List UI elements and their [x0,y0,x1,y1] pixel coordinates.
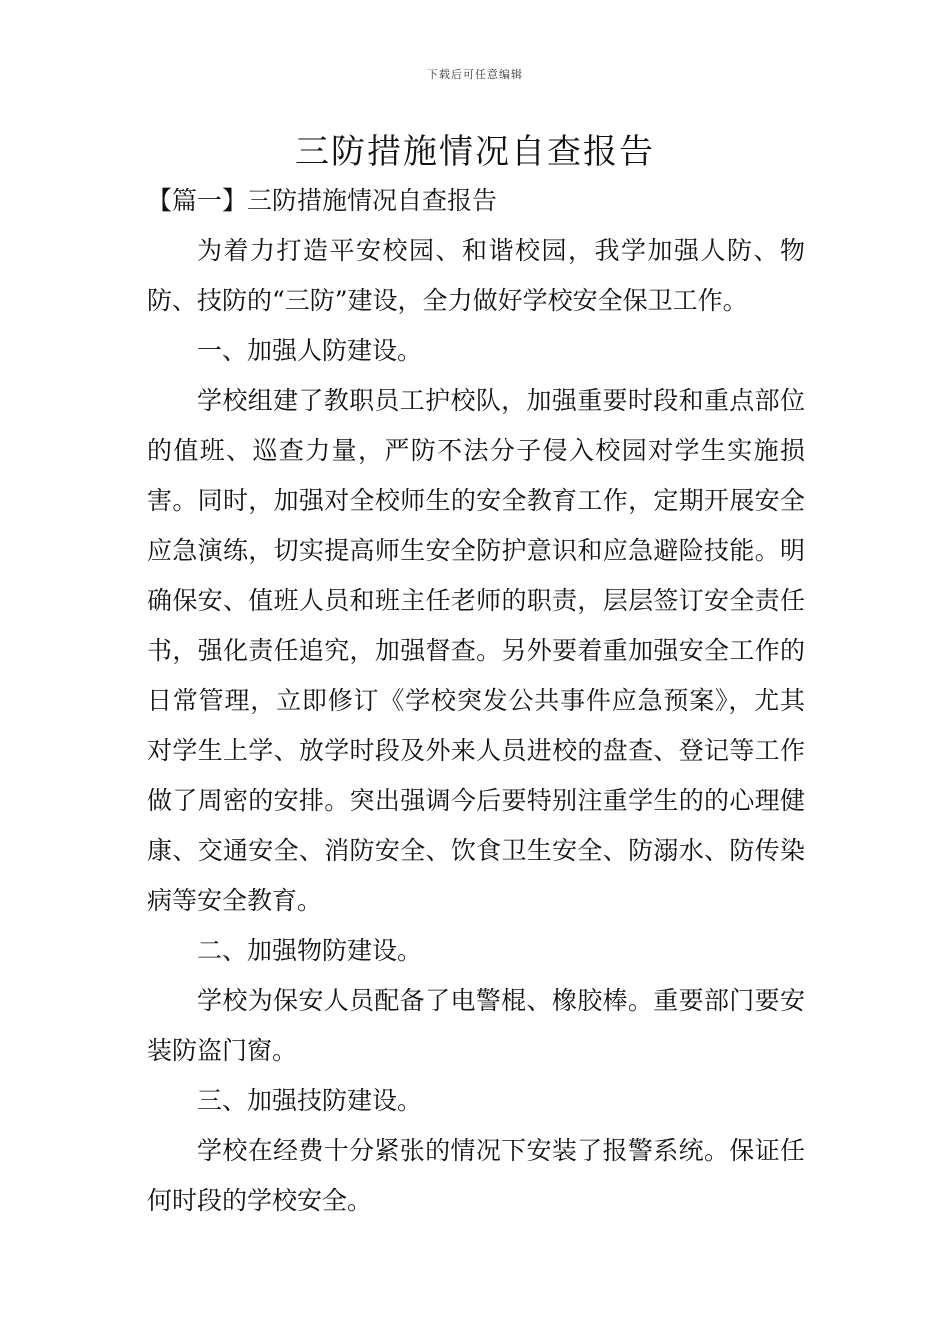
document-title: 三防措施情况自查报告 [295,132,655,172]
section-label: 【篇一】三防措施情况自查报告 [147,186,498,215]
intro-paragraph: 为着力打造平安校园、和谐校园，我学加强人防、物防、技防的“三防”建设，全力做好学校安全保卫工作。 [147,236,805,315]
document-body [147,176,805,1226]
heading-physical-defense: 二、加强物防建设。 [197,936,423,965]
heading-technical-defense: 三、加强技防建设。 [197,1086,423,1115]
heading-personnel-defense: 一、加强人防建设。 [197,336,423,365]
header-note: 下载后可任意编辑 [427,68,523,81]
paragraph-personnel-defense: 学校组建了教职员工护校队，加强重要时段和重点部位的值班、巡查力量，严防不法分子侵入校园对学生实施损害。同时，加强对全校师生的安全教育工作，定期开展安全应急演练，切实提高师生安全防护意识和应急避险技能。明确保安、值班人员和班主任老师的职责，层层签订安全责任书，强化责任追究，加强督查。另外要着重加强安全工作的日常管理，立即修订《学校突发公共事件应急预案》，尤其对学生上学、放学时段及外来人员进校的盘查、登记等工作做了周密的安排。突出强调今后要特别注重学生的的心理健康、交通安全、消防安全、饮食卫生安全、防溺水、防传染病等安全教育。 [147,386,805,915]
paragraph-physical-defense: 学校为保安人员配备了电警棍、橡胶棒。重要部门要安装防盗门窗。 [147,986,805,1065]
paragraph-technical-defense: 学校在经费十分紧张的情况下安装了报警系统。保证任何时段的学校安全。 [147,1136,805,1215]
